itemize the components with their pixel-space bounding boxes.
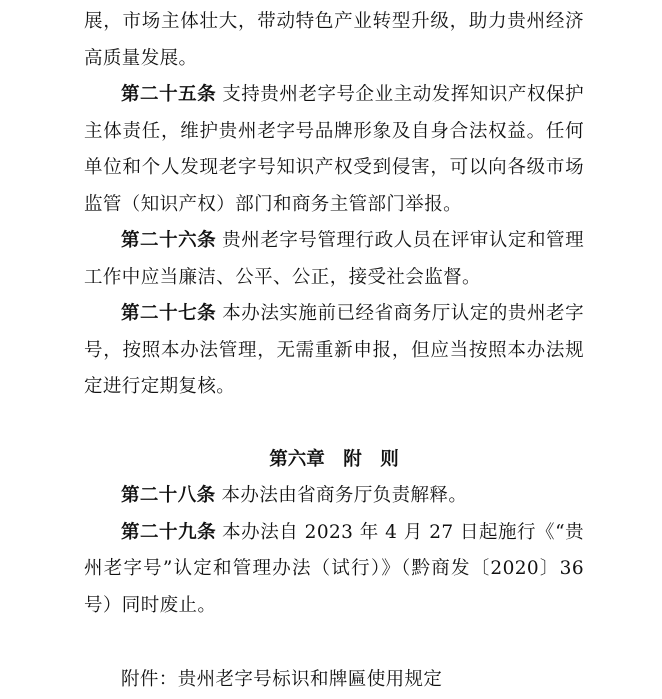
article-25 [84, 77, 584, 223]
article-text: 本办法自 2023 年 4 月 27 日起施行《“贵州老字号”认定和管理办法（试行）》（黔商发〔2020〕36 号）同时废止。 [84, 521, 584, 616]
article-26 [84, 223, 584, 296]
article-number: 第二十八条 [121, 485, 216, 506]
article-number: 第二十五条 [121, 84, 217, 105]
article-text: 贵州老字号管理行政人员在评审认定和管理工作中应当廉洁、公平、公正，接受社会监督。 [84, 230, 584, 288]
article-text: 支持贵州老字号企业主动发挥知识产权保护主体责任，维护贵州老字号品牌形象及自身合法权益。任何单位和个人发现老字号知识产权受到侵害，可以向各级市场监管（知识产权）部门和商务主管部门举报。 [84, 84, 584, 215]
article-text: 本办法由省商务厅负责解释。 [221, 485, 468, 506]
article-29 [84, 515, 584, 625]
article-27 [84, 296, 584, 406]
article-number: 第二十六条 [121, 230, 217, 251]
article-number: 第二十七条 [121, 303, 217, 324]
article-28 [84, 478, 584, 515]
chapter-title: 第六章 附 则 [269, 448, 399, 470]
attachment-line: 附件：贵州老字号标识和牌匾使用规定 [121, 669, 443, 690]
article-number: 第二十九条 [121, 521, 217, 543]
intro-paragraph: 展，市场主体壮大，带动特色产业转型升级，助力贵州经济高质量发展。 [84, 11, 584, 69]
document-page [84, 4, 584, 699]
article-text: 本办法实施前已经省商务厅认定的贵州老字号，按照本办法管理，无需重新申报，但应当按照本办法规定进行定期复核。 [84, 303, 584, 397]
